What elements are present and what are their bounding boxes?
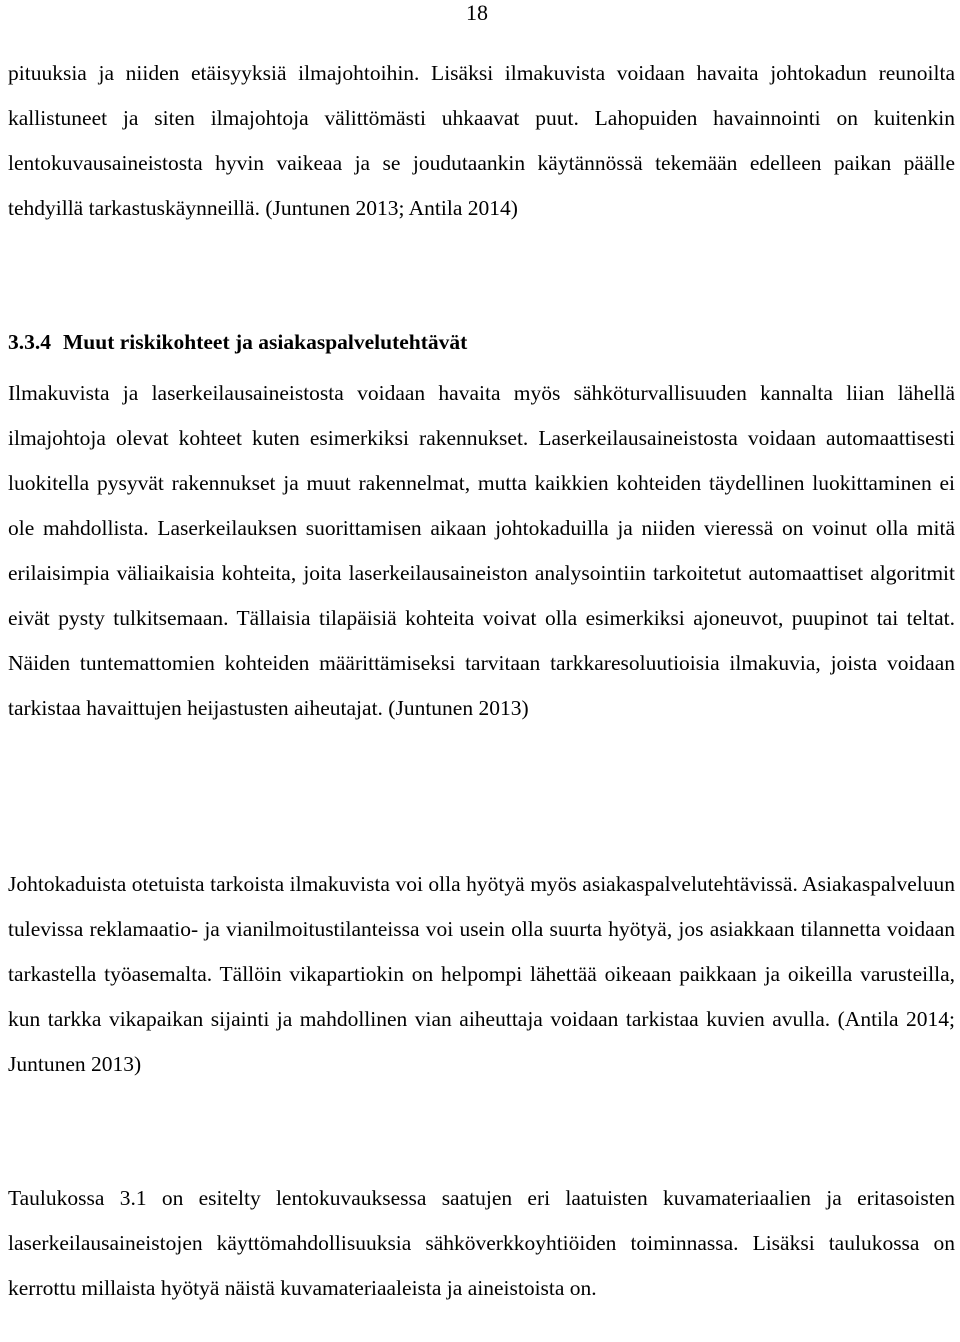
paragraph-table-reference: Taulukossa 3.1 on esitelty lentokuvauksessa saatujen eri laatuisten kuvamateriaalien ja eritasoisten laserkeilausaineistojen käyttömahdollisuuksia sähköverkkoyhtiöiden toiminnassa. Lisäksi taulukossa on kerrottu millaista hyötyä näistä kuvamateriaaleista ja aineistoista on.: [8, 1186, 955, 1300]
page-number: 18: [466, 0, 488, 25]
section-number: 3.3.4: [8, 330, 51, 354]
paragraph-fallen-trees: pituuksia ja niiden etäisyyksiä ilmajohtoihin. Lisäksi ilmakuvista voidaan havaita johtokadun reunoilta kallistuneet ja siten ilmajohtoja välittömästi uhkaavat puut. Lahopuiden havainnointi on kuitenkin lentokuvausaineistosta hyvin vaikeaa ja se joudutaankin käytännössä tekemään edelleen paikan päälle tehdyillä tarkastuskäynneillä. (Juntunen 2013; Antila 2014): [8, 61, 955, 220]
paragraph-risk-objects: Ilmakuvista ja laserkeilausaineistosta voidaan havaita myös sähköturvallisuuden kannalta liian lähellä ilmajohtoja olevat kohteet kuten esimerkiksi rakennukset. Laserkeilausaineistosta voidaan automaattisesti luokitella pysyvät rakennukset ja muut rakennelmat, mutta kaikkien kohteiden täydellinen luokittaminen ei ole mahdollista. Laserkeilauksen suorittamisen aikaan johtokaduilla ja niiden vieressä on voinut olla mitä erilaisimpia väliaikaisia kohteita, joita laserkeilausaineiston analysointiin tarkoitetut automaattiset algoritmit eivät pysty tulkitsemaan. Tällaisia tilapäisiä kohteita voivat olla esimerkiksi ajoneuvot, puupinot tai teltat. Näiden tuntemattomien kohteiden määrittämiseksi tarvitaan tarkkaresoluutioisia ilmakuvia, joista voidaan tarkistaa havaittujen heijastusten aiheutajat. (Juntunen 2013): [8, 381, 955, 720]
section-title: Muut riskikohteet ja asiakaspalvelutehtävät: [63, 330, 468, 354]
paragraph-customer-service: Johtokaduista otetuista tarkoista ilmakuvista voi olla hyötyä myös asiakaspalvelutehtävissä. Asiakaspalveluun tulevissa reklamaatio- ja vianilmoitustilanteissa voi usein olla suurta hyötyä, jos asiakkaan tilannetta voidaan tarkastella työasemalta. Tällöin vikapartiokin on helpompi lähettää oikeaan paikkaan ja oikeilla varusteilla, kun tarkka vikapaikan sijainti ja mahdollinen vian aiheuttaja voidaan tarkistaa kuvien avulla. (Antila 2014; Juntunen 2013): [8, 872, 955, 1076]
section-heading: [8, 320, 467, 365]
